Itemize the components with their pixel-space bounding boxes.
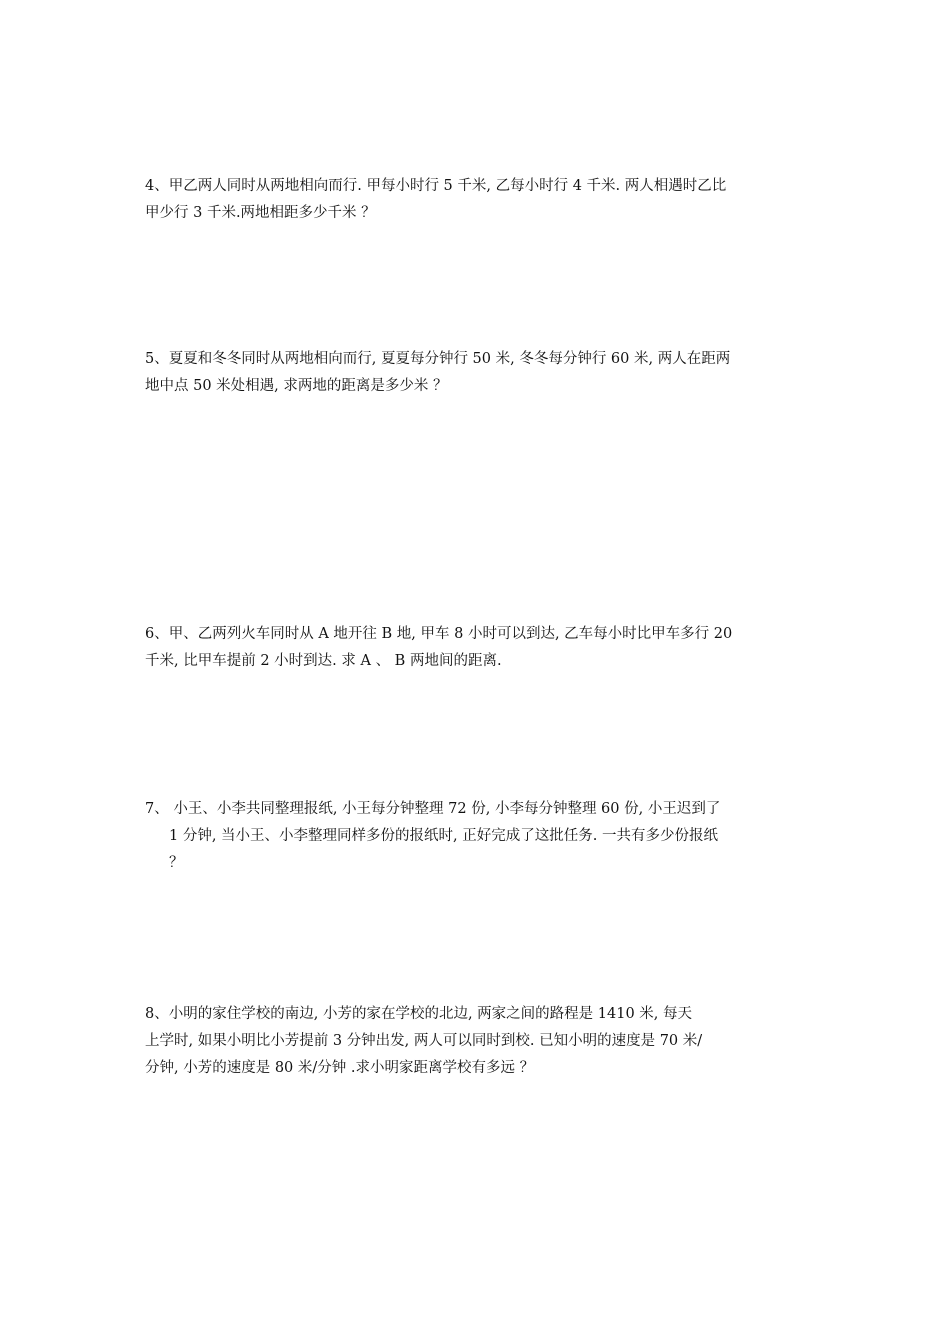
- problem-8-line-1: 8、小明的家住学校的南边, 小芳的家在学校的北边, 两家之间的路程是 1410 米, 每天: [145, 1006, 692, 1022]
- problem-8-line-3: 分钟, 小芳的速度是 80 米/分钟 .求小明家距离学校有多远 ？: [145, 1060, 535, 1076]
- problem-6-line-1: 6、甲、乙两列火车同时从 A 地开往 B 地, 甲车 8 小时可以到达, 乙车每小时比甲车多行 20: [145, 626, 733, 642]
- problem-5: [145, 346, 810, 400]
- problem-8-line-2: 上学时, 如果小明比小芳提前 3 分钟出发, 两人可以同时到校. 已知小明的速度是 70 米/: [145, 1033, 703, 1049]
- problem-6: [145, 621, 810, 675]
- problem-5-line-2: 地中点 50 米处相遇, 求两地的距离是多少米 ？: [145, 378, 448, 394]
- problem-6-line-2: 千米, 比甲车提前 2 小时到达. 求 A 、 B 两地间的距离.: [145, 653, 502, 669]
- problem-5-line-1: 5、夏夏和冬冬同时从两地相向而行, 夏夏每分钟行 50 米, 冬冬每分钟行 60 米, 两人在距两: [145, 351, 731, 367]
- problem-7-line-2: 1 分钟, 当小王、小李整理同样多份的报纸时, 正好完成了这批任务. 一共有多少份报纸: [169, 828, 718, 844]
- problem-8: [145, 1001, 810, 1082]
- problem-7-line-3: ？: [169, 855, 184, 871]
- problem-7: [145, 796, 810, 877]
- problem-4-line-2: 甲少行 3 千米.两地相距多少千米 ？: [145, 205, 376, 221]
- problem-4: [145, 173, 810, 227]
- problem-4-line-1: 4、甲乙两人同时从两地相向而行. 甲每小时行 5 千米, 乙每小时行 4 千米. 两人相遇时乙比: [145, 178, 727, 194]
- problem-7-line-1: 7、 小王、小李共同整理报纸, 小王每分钟整理 72 份, 小李每分钟整理 60 份, 小王迟到了: [145, 801, 721, 817]
